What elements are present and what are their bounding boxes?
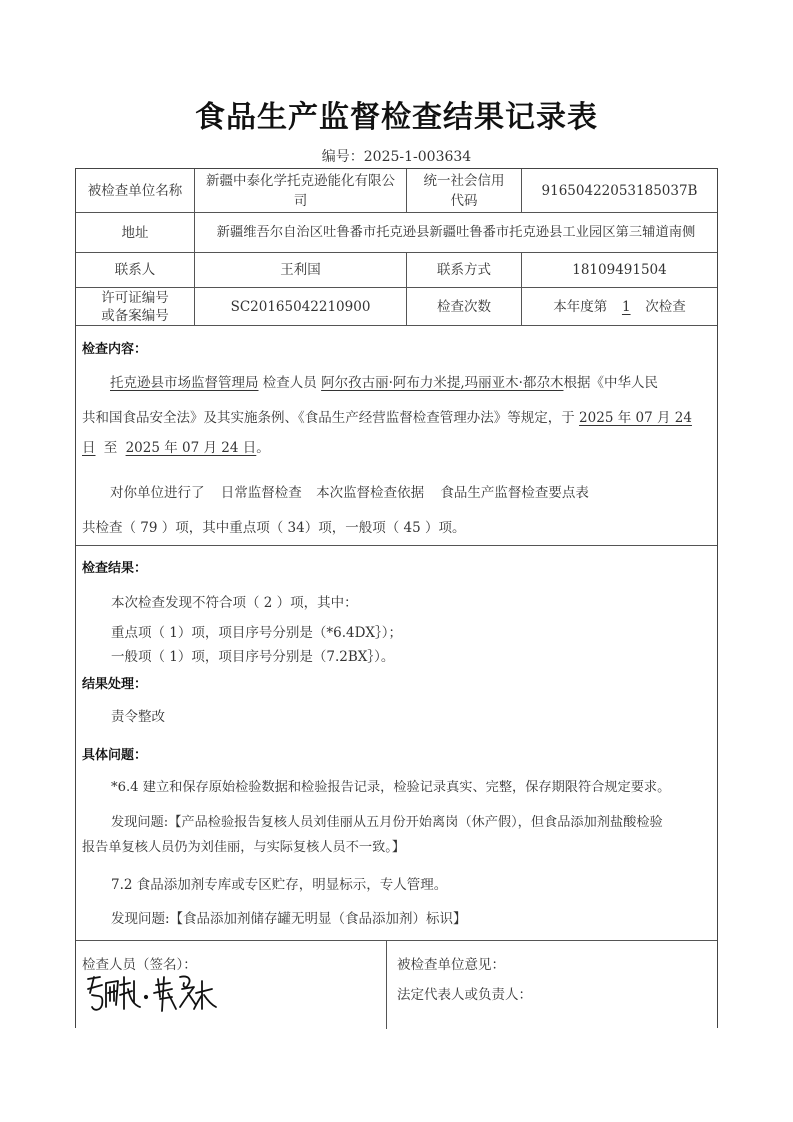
contact-label: 联系人 (114, 262, 156, 278)
inspection-type-prefix: 对你单位进行了 (110, 485, 205, 501)
inspection-count-label: 检查次数 (406, 288, 521, 325)
license-label-line2: 或备案编号 (101, 307, 169, 324)
handling-value: 责令整改 (111, 709, 165, 725)
start-date-day-char: 日 (82, 440, 96, 456)
to-label: 至 (103, 440, 118, 456)
credit-code-label-line1: 统一社会信用 (423, 172, 505, 189)
page-title: 食品生产监督检查结果记录表 (195, 100, 598, 135)
totals-line: 共检查（ 79 ）项，其中重点项（ 34）项，一般项（ 45 ）项。 (82, 520, 466, 536)
basis-text-1: 根据《中华人民 (563, 375, 658, 391)
issue-1-found-line1: 发现问题:【产品检验报告复核人员刘佳丽从五月份开始离岗（休产假），但食品添加剂盐酸检验 (111, 815, 663, 830)
unit-opinion-label: 被检查单位意见： (397, 957, 505, 973)
legal-rep-label: 法定代表人或负责人： (397, 987, 532, 1003)
general-items-line: 一般项（ 1）项，项目序号分别是（7.2BX｝）。 (111, 649, 395, 665)
handling-heading: 结果处理： (82, 677, 148, 692)
inspection-count-suffix: 次检查 (645, 298, 686, 315)
content-line-4 (110, 481, 589, 501)
inspectors-names: 阿尔孜古丽·阿布力米提,玛丽亚木·都尕木 (321, 375, 564, 391)
unit-name-line2: 司 (293, 192, 308, 209)
inspection-agency: 托克逊县市场监督管理局 (110, 375, 259, 391)
credit-code-label (406, 169, 521, 212)
license-label (76, 288, 194, 325)
address-label: 地址 (121, 224, 149, 241)
license-label-line1: 许可证编号 (101, 289, 169, 306)
unit-name-value (194, 169, 406, 212)
phone-label: 联系方式 (406, 253, 521, 287)
issue-1-item: *6.4 建立和保存原始检验数据和检验报告记录，检验记录真实、完整，保存期限符合规定要求。 (111, 780, 671, 795)
inspection-content-section (76, 326, 717, 546)
inspection-result-section (76, 546, 717, 941)
row-contact (76, 253, 717, 288)
nonconformity-summary: 本次检查发现不符合项（ 2 ）项，其中： (111, 595, 358, 611)
inspectors-label: 检查人员 (262, 375, 317, 391)
issue-2-found: 发现问题:【食品添加剂储存罐无明显（食品添加剂）标识】 (111, 911, 467, 927)
result-heading: 检查结果： (82, 561, 148, 576)
record-table (75, 168, 718, 1028)
unit-name-line1: 新疆中泰化学托克逊能化有限公 (206, 172, 395, 189)
phone-value: 18109491504 (521, 253, 717, 287)
inspection-type-value: 日常监督检查 (220, 485, 302, 501)
unit-name-label: 被检查单位名称 (87, 182, 183, 199)
basis-text-2: 共和国食品安全法》及其实施条例、《食品生产经营监督检查管理办法》等规定，于 (82, 410, 575, 426)
row-address (76, 213, 717, 253)
signature-section (76, 941, 717, 1029)
inspection-count-number: 1 (621, 298, 631, 315)
basis-value: 食品生产监督检查要点表 (440, 485, 589, 501)
basis-label: 本次监督检查依据 (316, 485, 425, 501)
content-line-3 (82, 436, 270, 456)
row-license (76, 288, 717, 326)
content-line-2 (82, 406, 692, 426)
row-unit-name (76, 169, 717, 213)
end-date: 2025 年 07 月 24 日 (125, 440, 257, 456)
key-items-line: 重点项（ 1）项，项目序号分别是（*6.4DX｝）； (111, 625, 403, 641)
start-date: 2025 年 07 月 24 (579, 410, 692, 426)
contact-value: 王利国 (194, 253, 406, 287)
unit-opinion-cell (386, 941, 720, 1029)
issue-2-item: 7.2 食品添加剂专库或专区贮存，明显标示，专人管理。 (111, 877, 448, 893)
address-value: 新疆维吾尔自治区吐鲁番市托克逊县新疆吐鲁番市托克逊县工业园区第三辅道南侧 (194, 213, 717, 252)
document-number: 编号：2025-1-003634 (321, 149, 472, 165)
credit-code-label-line2: 代码 (450, 192, 478, 209)
issues-heading: 具体问题： (82, 748, 148, 763)
license-value: SC20165042210900 (194, 288, 406, 325)
inspector-sign-label: 检查人员（签名）： (82, 957, 197, 973)
credit-code-value: 91650422053185037B (521, 169, 717, 212)
content-line-1 (110, 371, 658, 391)
inspection-count-value (521, 288, 717, 325)
inspector-sign-cell (76, 941, 386, 1029)
end-punct: 。 (256, 440, 270, 456)
inspection-content-heading: 检查内容： (82, 342, 148, 357)
issue-1-found-line2: 报告单复核人员仍为刘佳丽，与实际复核人员不一致。】 (82, 840, 406, 855)
inspector-signature-image (84, 971, 224, 1013)
inspection-count-prefix: 本年度第 (553, 298, 608, 315)
